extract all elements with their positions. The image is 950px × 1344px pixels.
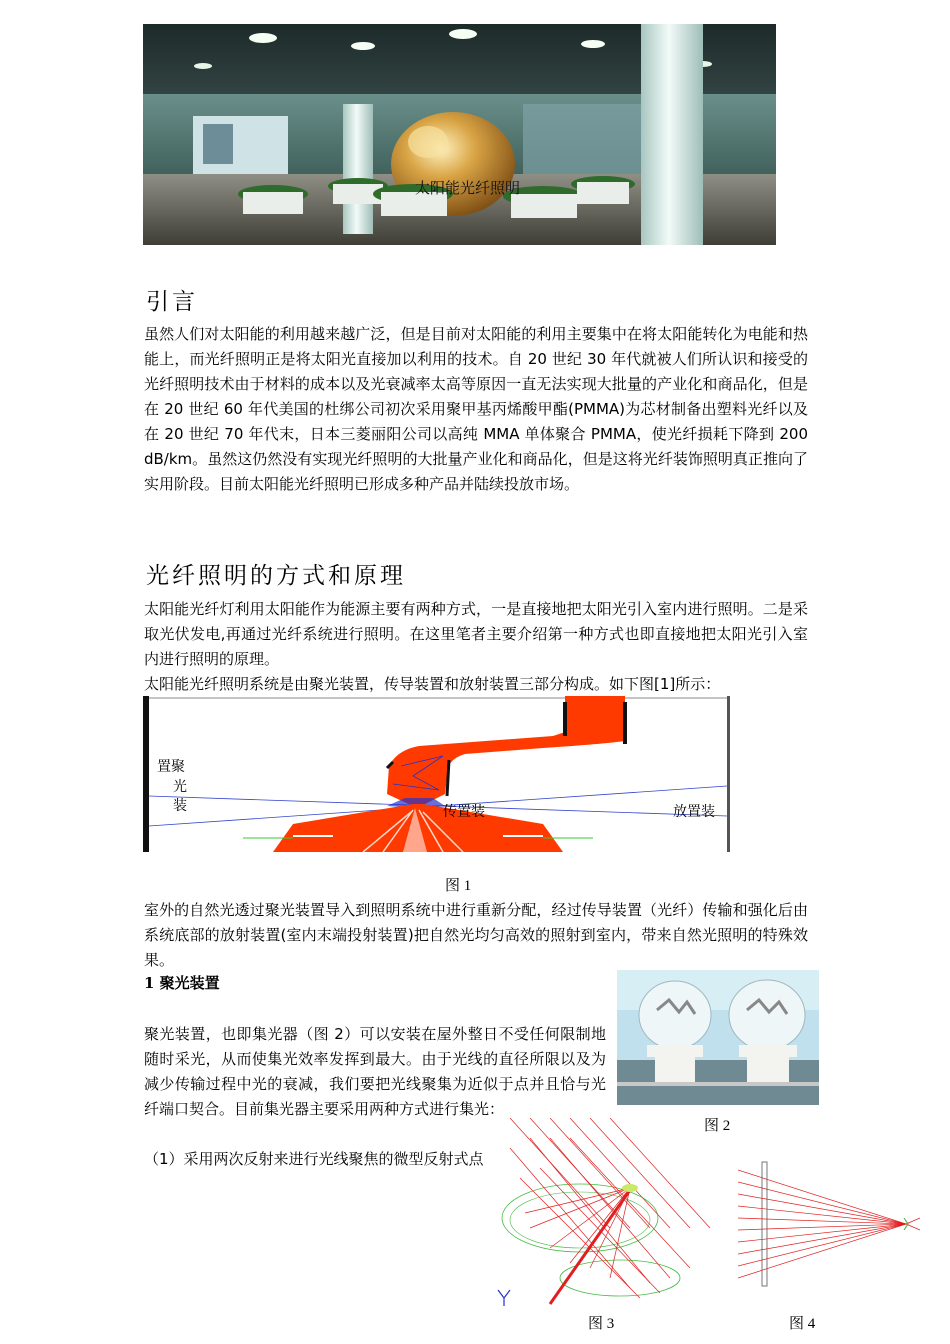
section-heading-intro: 引言: [146, 289, 198, 315]
concentrator-paragraph: 聚光装置，也即集光器（图 2）可以安装在屋外整日不受任何限制地随时采光，从而使集光效率发挥到最大。由于光线的直径所限以及为减少传输过程中光的衰减，我们要把光线聚集为近似于点并且恰与光纤端口契合。目前集光器主要采用两种方式进行集光：: [144, 1025, 606, 1118]
figure-1-label-concentrator-mid: 光: [173, 780, 187, 795]
figure-1-system-diagram: [143, 696, 735, 852]
subsection-heading-concentrator: 1 聚光装置: [144, 974, 220, 992]
figure-4-raytrace: [738, 1160, 922, 1290]
figure-1-label-transmission: 传置装: [443, 805, 485, 820]
hero-photo: [143, 24, 776, 245]
principle-intro-line: 太阳能光纤照明系统是由聚光装置，传导装置和放射装置三部分构成。如下图[1]所示：: [144, 675, 721, 693]
figure-1-label-concentrator-bot: 装: [173, 799, 187, 814]
section-heading-principle: 光纤照明的方式和原理: [146, 563, 406, 589]
figure-3-raytrace: [490, 1118, 720, 1308]
figure-1-caption: 图 1: [445, 878, 472, 894]
figure-1-label-emitter: 放置装: [673, 805, 715, 820]
hero-caption: 太阳能光纤照明: [415, 179, 521, 197]
concentrator-item-1: （1）采用两次反射来进行光线聚焦的微型反射式点: [144, 1150, 484, 1168]
system-description-paragraph: 室外的自然光透过聚光装置导入到照明系统中进行重新分配，经过传导装置（光纤）传输和强化后由系统底部的放射装置(室内末端投射装置)把自然光均匀高效的照射到室内，带来自然光照明的特殊效果。: [144, 901, 808, 969]
intro-paragraph: 虽然人们对太阳能的利用越来越广泛，但是目前对太阳能的利用主要集中在将太阳能转化为电能和热能上，而光纤照明正是将太阳光直接加以利用的技术。自 20 世纪 30 年代就被人们所认识和接受的光纤照明技术由于材料的成本以及光衰减率太高等原因一直无法实现大批量的产业化和商品化，但是在 20 世纪 60 年代美国的杜绑公司初次采用聚甲基丙烯酸甲酯(PMMA)为芯材制备出塑料光纤以及在 20 世纪 70 年代末，日本三菱丽阳公司以高纯 MMA 单体聚合 PMMA，使光纤损耗下降到 200 dB/km。虽然这仍然没有实现光纤照明的大批量产业化和商品化，但是这将光纤装饰照明真正推向了实用阶段。目前太阳能光纤照明已形成多种产品并陆续投放市场。: [144, 325, 808, 493]
figure-2-caption: 图 2: [704, 1118, 731, 1134]
principle-paragraph: 太阳能光纤灯利用太阳能作为能源主要有两种方式，一是直接地把太阳光引入室内进行照明。二是采取光伏发电,再通过光纤系统进行照明。在这里笔者主要介绍第一种方式也即直接地把太阳光引入室内进行照明的原理。: [144, 600, 808, 668]
figure-4-caption: 图 4: [789, 1316, 816, 1332]
figure-3-caption: 图 3: [588, 1316, 615, 1332]
figure-2-photo: [617, 970, 819, 1105]
figure-1-label-concentrator-top: 置聚: [157, 760, 185, 775]
